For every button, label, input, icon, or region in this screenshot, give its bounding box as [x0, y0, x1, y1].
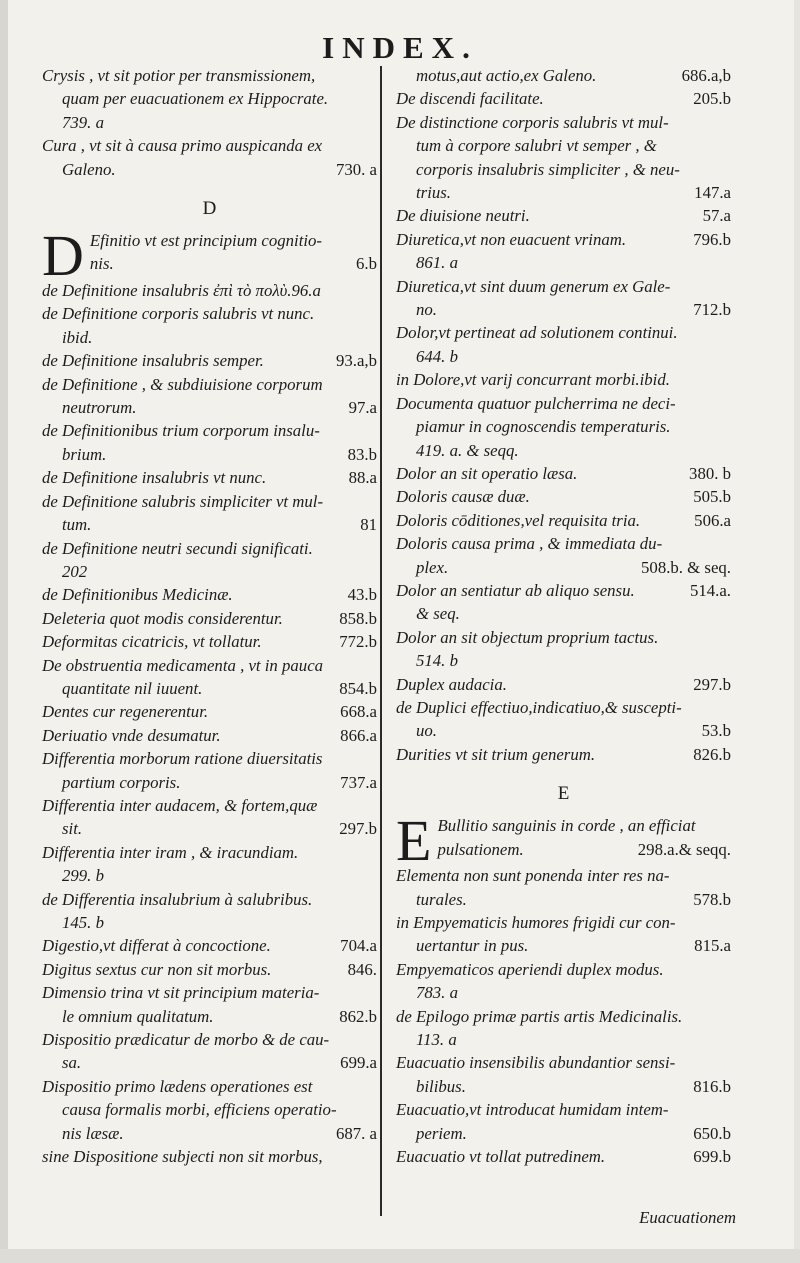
index-entry-line: [42, 279, 377, 302]
index-entry-line: [42, 864, 377, 887]
entry-text: de Epilogo primæ partis artis Medicinalis.: [396, 1006, 683, 1026]
page-shadow-bottom: [0, 1249, 800, 1263]
entry-text: de Definitionibus Medicinæ.: [42, 585, 233, 605]
page-reference: 297.b: [693, 674, 731, 694]
entry-text: Doloris causæ duæ.: [396, 487, 530, 507]
index-entry-line: [42, 841, 377, 864]
index-entry-line: [396, 934, 731, 957]
index-entry-line: [396, 532, 731, 555]
entry-text: piamur in cognoscendis temperaturis.: [416, 417, 671, 437]
index-entry-line: [396, 743, 731, 766]
index-entry-line: [42, 607, 377, 630]
entry-text: Dolor an sentiatur ab aliquo sensu.: [396, 580, 635, 600]
page-reference: 699.a: [340, 1053, 377, 1073]
index-entry-line: [42, 349, 377, 372]
index-entry-line: [42, 981, 377, 1004]
index-entry-line: [396, 888, 731, 911]
index-entry-line: [42, 1122, 377, 1145]
entry-text: & seq.: [416, 604, 460, 624]
index-entry-line: [42, 490, 377, 513]
entry-text: Differentia inter audacem, & fortem,quæ: [42, 795, 318, 815]
entry-text: De distinctione corporis salubris vt mul-: [396, 112, 669, 132]
page-reference: 43.b: [347, 585, 377, 605]
entry-text: Empyematicos aperiendi duplex modus.: [396, 959, 664, 979]
index-entry-line: [42, 326, 377, 349]
index-entry-line: [42, 771, 377, 794]
index-entry-line: [396, 87, 731, 110]
entry-text: Deleteria quot modis considerentur.: [42, 608, 283, 628]
index-entry-line: [396, 626, 731, 649]
entry-text: partium corporis.: [62, 772, 181, 792]
entry-text: motus,aut actio,ex Galeno.: [416, 66, 597, 85]
index-entry-line: [396, 696, 731, 719]
index-entry-line: [42, 1145, 377, 1168]
entry-text: le omnium qualitatum.: [62, 1006, 214, 1026]
index-entry-line: [396, 838, 731, 861]
entry-text: uo.: [416, 721, 437, 741]
index-entry-line: [396, 368, 731, 391]
index-entry-line: [396, 1098, 731, 1121]
entry-text: De diuisione neutri.: [396, 206, 530, 226]
page-reference: 81: [360, 515, 377, 535]
entry-text: nis læsæ.: [62, 1123, 124, 1143]
index-entry-line: [42, 111, 377, 134]
index-entry-line: [42, 1098, 377, 1121]
index-entry-line: [42, 302, 377, 325]
page-reference: 93.a,b: [335, 351, 377, 371]
entry-text: Deformitas cicatricis, vt tollatur.: [42, 632, 262, 652]
index-entry-line: [396, 1051, 731, 1074]
index-entry-line: [42, 1051, 377, 1074]
entry-text: Dentes cur regenerentur.: [42, 702, 209, 722]
entry-text: tum à corpore salubri vt semper , &: [416, 136, 657, 156]
entry-text: in Dolore,vt varij concurrant morbi.ibid.: [396, 370, 670, 390]
index-entry-line: [42, 958, 377, 981]
entry-text: Bullitio sanguinis in corde , an efficiat: [437, 816, 696, 836]
index-entry-line: [396, 392, 731, 415]
index-entry-line: [396, 158, 731, 181]
entry-text: turales.: [416, 889, 467, 909]
entry-text: de Definitione insalubris vt nunc.: [42, 468, 267, 488]
index-entry-line: [396, 1122, 731, 1145]
entry-text: causa formalis morbi, efficiens operatio-: [62, 1100, 337, 1120]
index-entry-line: [396, 509, 731, 532]
entry-text: plex.: [416, 557, 449, 577]
entry-text: pulsationem.: [437, 839, 524, 859]
page-reference: 668.a: [340, 702, 377, 722]
index-entry-line: [42, 700, 377, 723]
entry-text: uertantur in pus.: [416, 936, 529, 956]
entry-text: sa.: [62, 1053, 82, 1073]
page-reference: 6.b: [356, 254, 377, 274]
page-reference: 505.b: [693, 487, 731, 507]
page-shadow-left: [0, 0, 8, 1263]
entry-text: sit.: [62, 819, 83, 839]
entry-text: Documenta quatuor pulcherrima ne deci-: [396, 393, 676, 413]
index-entry-line: [42, 443, 377, 466]
entry-text: ibid.: [62, 327, 93, 347]
index-entry-line: [396, 1145, 731, 1168]
entry-text: de Differentia insalubrium à salubribus.: [42, 889, 313, 909]
index-entry-line: [396, 1028, 731, 1051]
index-entry-line: [42, 396, 377, 419]
index-entry-line: [42, 817, 377, 840]
index-entry-line: [396, 1005, 731, 1028]
entry-text: Euacuatio vt tollat putredinem.: [396, 1147, 606, 1167]
page-reference: 737.a: [340, 772, 377, 792]
entry-text: 145. b: [62, 913, 104, 932]
index-entry-line: [42, 934, 377, 957]
index-entry-line: [42, 654, 377, 677]
entry-text: Dispositio primo lædens operationes est: [42, 1076, 313, 1096]
section-letter: E: [557, 783, 570, 805]
catchword: Euacuationem: [639, 1208, 736, 1227]
index-entry-line: [396, 251, 731, 274]
entry-text: 783. a: [416, 983, 458, 1003]
entry-text: Galeno.: [62, 159, 116, 179]
drop-capital: D: [42, 223, 84, 289]
index-entry-line: [42, 1005, 377, 1028]
index-entry-line: [396, 275, 731, 298]
index-entry-line: [42, 466, 377, 489]
page-reference: 297.b: [339, 819, 377, 839]
index-entry-line: [396, 111, 731, 134]
page-reference: 506.a: [694, 510, 731, 530]
entry-text: 113. a: [416, 1030, 457, 1050]
entry-text: de Definitione neutri secundi significati.: [42, 538, 313, 558]
entry-text: corporis insalubris simpliciter , & neu-: [416, 159, 680, 179]
column-divider: [380, 66, 382, 1216]
entry-text: brium.: [62, 444, 107, 464]
index-entry-line: [42, 252, 377, 275]
page-reference: 650.b: [693, 1123, 731, 1143]
entry-text: 514. b: [416, 651, 458, 671]
entry-text: Dolor,vt pertineat ad solutionem continui.: [396, 323, 678, 343]
index-entry-line: [396, 181, 731, 204]
index-entry-line: [396, 864, 731, 887]
entry-text: Cura , vt sit à causa primo auspicanda ex: [42, 136, 323, 156]
page-reference: 88.a: [348, 468, 377, 488]
page-reference: 712.b: [693, 300, 731, 320]
entry-text: Doloris cōditiones,vel requisita tria.: [396, 510, 641, 530]
index-entry-line: [42, 911, 377, 934]
index-entry-line: [396, 439, 731, 462]
page-reference: 730. a: [335, 159, 377, 179]
right-column: [396, 64, 731, 1168]
entry-text: Dolor an sit operatio læsa.: [396, 463, 578, 483]
index-entry-line: [396, 204, 731, 227]
index-entry-line: [396, 321, 731, 344]
index-entry-line: [396, 64, 731, 87]
entry-text: de Definitione insalubris semper.: [42, 351, 264, 371]
page-reference: 772.b: [339, 632, 377, 652]
page-reference: 854.b: [339, 678, 377, 698]
entry-text: 202: [62, 561, 88, 581]
entry-text: Euacuatio,vt introducat humidam intem-: [396, 1100, 669, 1120]
index-entry-line: [396, 298, 731, 321]
page-reference: 298.a.& seqq.: [637, 839, 731, 859]
index-entry-line: [396, 485, 731, 508]
entry-text: Duplex audacia.: [396, 674, 507, 694]
entry-text: quam per euacuationem ex Hippocrate.: [62, 89, 329, 109]
entry-text: bilibus.: [416, 1076, 466, 1096]
entry-text: Diuretica,vt sint duum generum ex Gale-: [396, 276, 671, 296]
page-reference: 699.b: [693, 1147, 731, 1167]
entry-text: 861. a: [416, 253, 458, 273]
entry-text: de Definitione , & subdiuisione corporum: [42, 374, 323, 394]
entry-text: quantitate nil iuuent.: [62, 678, 203, 698]
page-reference: 687. a: [335, 1123, 377, 1143]
entry-text: Digitus sextus cur non sit morbus.: [42, 959, 272, 979]
page-reference: 83.b: [347, 444, 377, 464]
entry-text: 419. a. & seqq.: [416, 440, 519, 460]
entry-text: 299. b: [62, 866, 104, 886]
drop-capital: E: [396, 808, 432, 874]
index-entry-line: [42, 560, 377, 583]
entry-text: nis.: [89, 254, 114, 274]
page-reference: 508.b. & seq.: [641, 557, 731, 577]
page-reference: 147.a: [694, 183, 731, 203]
entry-text: Digestio,vt differat à concoctione.: [42, 936, 271, 956]
page-reference: 578.b: [693, 889, 731, 909]
entry-text: Efinitio vt est principium cognitio-: [89, 231, 323, 251]
index-entry-line: [42, 229, 377, 252]
page-reference: 796.b: [693, 229, 731, 249]
index-entry-line: [42, 373, 377, 396]
section-opening-entry: [396, 808, 731, 874]
page-reference: 846.: [347, 959, 377, 979]
index-entry-line: [42, 1075, 377, 1098]
entry-text: de Definitione corporis salubris vt nunc.: [42, 304, 315, 324]
entry-text: Dolor an sit objectum proprium tactus.: [396, 627, 659, 647]
entry-text: de Definitione insalubris ἐπὶ τὸ πολὺ.96.a: [42, 281, 321, 301]
index-entry-line: [42, 677, 377, 700]
entry-text: De obstruentia medicamenta , vt in pauca: [42, 655, 324, 675]
index-entry-line: [42, 64, 377, 87]
entry-text: Diuretica,vt non euacuent vrinam.: [396, 229, 627, 249]
index-entry-line: [396, 134, 731, 157]
index-entry-line: [42, 1028, 377, 1051]
page-header: INDEX.: [322, 30, 478, 65]
index-entry-line: [396, 911, 731, 934]
page-reference: 205.b: [693, 89, 731, 109]
entry-text: Doloris causa prima , & immediata du-: [396, 534, 663, 554]
index-entry-line: [42, 724, 377, 747]
page-reference: 704.a: [340, 936, 377, 956]
index-entry-line: [42, 537, 377, 560]
section-letter: D: [202, 198, 217, 220]
entry-text: De discendi facilitate.: [396, 89, 544, 109]
entry-text: Crysis , vt sit potior per transmissionem,: [42, 66, 316, 85]
index-entry-line: [42, 419, 377, 442]
entry-text: de Duplici effectiuo,indicatiuo,& suscepti-: [396, 697, 682, 717]
entry-text: de Definitione salubris simpliciter vt mul-: [42, 491, 324, 511]
index-entry-line: [42, 888, 377, 911]
index-entry-line: [42, 583, 377, 606]
entry-text: in Empyematicis humores frigidi cur con-: [396, 913, 676, 932]
index-entry-line: [42, 794, 377, 817]
entry-text: trius.: [416, 183, 451, 203]
entry-text: Euacuatio insensibilis abundantior sensi-: [396, 1053, 676, 1073]
index-entry-line: [396, 814, 731, 837]
entry-text: de Definitionibus trium corporum insalu-: [42, 421, 320, 441]
page-reference: 862.b: [339, 1006, 377, 1026]
page-reference: 53.b: [701, 721, 731, 741]
index-entry-line: [396, 228, 731, 251]
entry-text: tum.: [62, 515, 92, 535]
page-reference: 815.a: [694, 936, 731, 956]
index-entry-line: [396, 602, 731, 625]
entry-text: 739. a: [62, 112, 104, 132]
page-shadow-right: [794, 0, 800, 1263]
entry-text: Dispositio prædicatur de morbo & de cau-: [42, 1030, 330, 1050]
entry-text: no.: [416, 300, 437, 320]
page-reference: 97.a: [348, 398, 377, 418]
index-entry-line: [396, 649, 731, 672]
index-entry-line: [396, 579, 731, 602]
entry-text: Deriuatio vnde desumatur.: [42, 725, 221, 745]
page-reference: 686.a,b: [681, 66, 731, 85]
page-reference: 57.a: [702, 206, 731, 226]
index-entry-line: [42, 87, 377, 110]
entry-text: sine Dispositione subjecti non sit morbus,: [42, 1147, 323, 1167]
index-entry-line: [396, 719, 731, 742]
page-reference: 858.b: [339, 608, 377, 628]
index-entry-line: [396, 1075, 731, 1098]
entry-text: Elementa non sunt ponenda inter res na-: [396, 866, 670, 886]
left-column: [42, 64, 377, 1168]
index-entry-line: [396, 462, 731, 485]
page-reference: 826.b: [693, 744, 731, 764]
page-reference: 514.a.: [689, 580, 731, 600]
entry-text: Dimensio trina vt sit principium materia-: [42, 983, 320, 1003]
index-entry-line: [396, 981, 731, 1004]
entry-text: Durities vt sit trium generum.: [396, 744, 596, 764]
entry-text: 644. b: [416, 346, 458, 366]
index-entry-line: [42, 134, 377, 157]
entry-text: Differentia morborum ratione diuersitatis: [42, 749, 323, 769]
entry-text: periem.: [416, 1123, 467, 1143]
index-entry-line: [396, 415, 731, 438]
page-reference: 816.b: [693, 1076, 731, 1096]
index-entry-line: [396, 673, 731, 696]
index-entry-line: [396, 345, 731, 368]
index-entry-line: [42, 513, 377, 536]
entry-text: Differentia inter iram , & iracundiam.: [42, 842, 299, 862]
entry-text: neutrorum.: [62, 398, 137, 418]
page-reference: 866.a: [340, 725, 377, 745]
index-entry-line: [42, 630, 377, 653]
index-entry-line: [396, 958, 731, 981]
page-reference: 380. b: [689, 463, 731, 483]
section-opening-entry: [42, 223, 377, 289]
index-entry-line: [42, 158, 377, 181]
index-entry-line: [396, 556, 731, 579]
index-entry-line: [42, 747, 377, 770]
